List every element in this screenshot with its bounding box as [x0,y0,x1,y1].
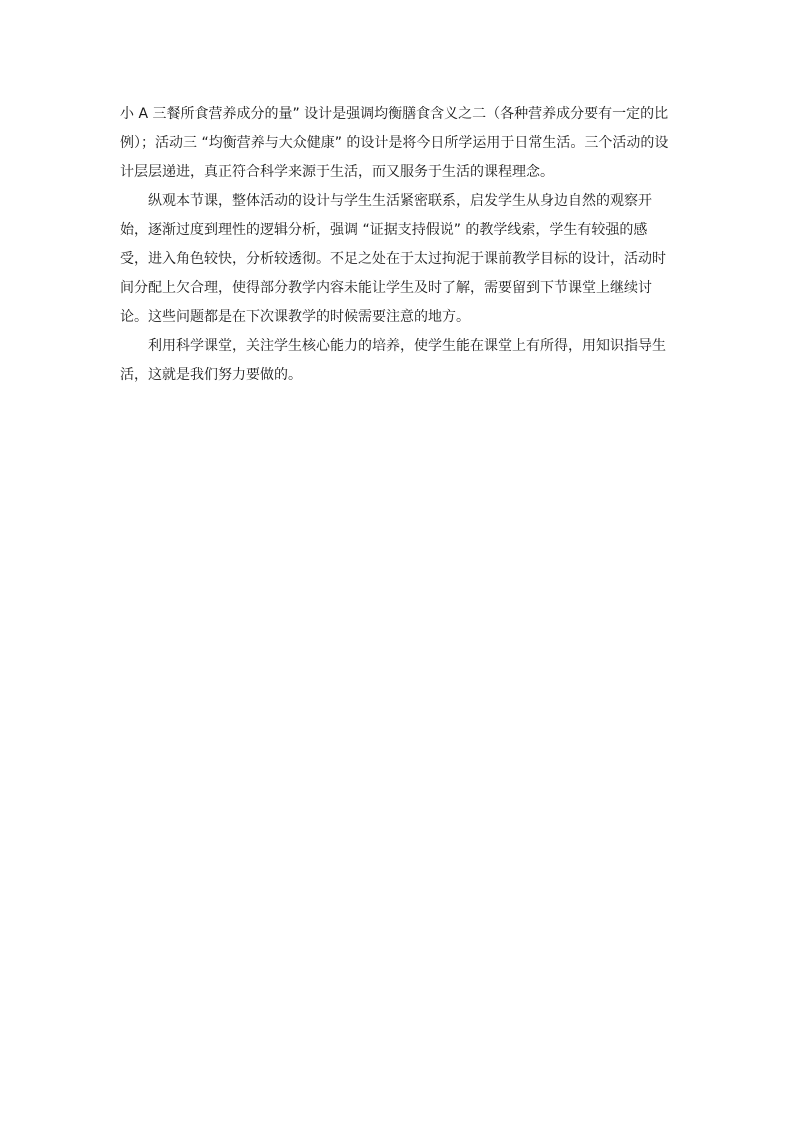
paragraph-line: 活，这就是我们努力要做的。 [120,367,302,383]
paragraph-line: 始，逐渐过度到理性的逻辑分析，强调 “证据支持假说” 的教学线索，学生有较强的感 [120,222,648,238]
paragraph-line: 受，进入角色较快，分析较透彻。不足之处在于太过拘泥于课前教学目标的设计，活动时 [120,251,666,267]
paragraph-line: 纵观本节课，整体活动的设计与学生生活紧密联系，启发学生从身边自然的观察开 [148,193,652,209]
paragraph-conclusion [120,332,686,390]
paragraph-activity-design [120,100,686,187]
paragraph-line: 例）；活动三 “均衡营养与大众健康” 的设计是将今日所学运用于日常生活。三个活动的设 [120,135,669,151]
paragraph-line: 计层层递进，真正符合科学来源于生活，而又服务于生活的课程理念。 [120,164,554,180]
paragraph-line: 小 A 三餐所食营养成分的量” 设计是强调均衡膳食含义之二（各种营养成分要有一定的比 [120,106,669,122]
paragraph-line: 利用科学课堂，关注学生核心能力的培养，使学生能在课堂上有所得，用知识指导生 [148,338,666,354]
paragraph-line: 间分配上欠合理，使得部分教学内容未能让学生及时了解，需要留到下节课堂上继续讨 [120,280,652,296]
paragraph-lesson-review [120,187,686,332]
paragraph-line: 论。这些问题都是在下次课教学的时候需要注意的地方。 [120,309,470,325]
document-body [120,100,686,390]
